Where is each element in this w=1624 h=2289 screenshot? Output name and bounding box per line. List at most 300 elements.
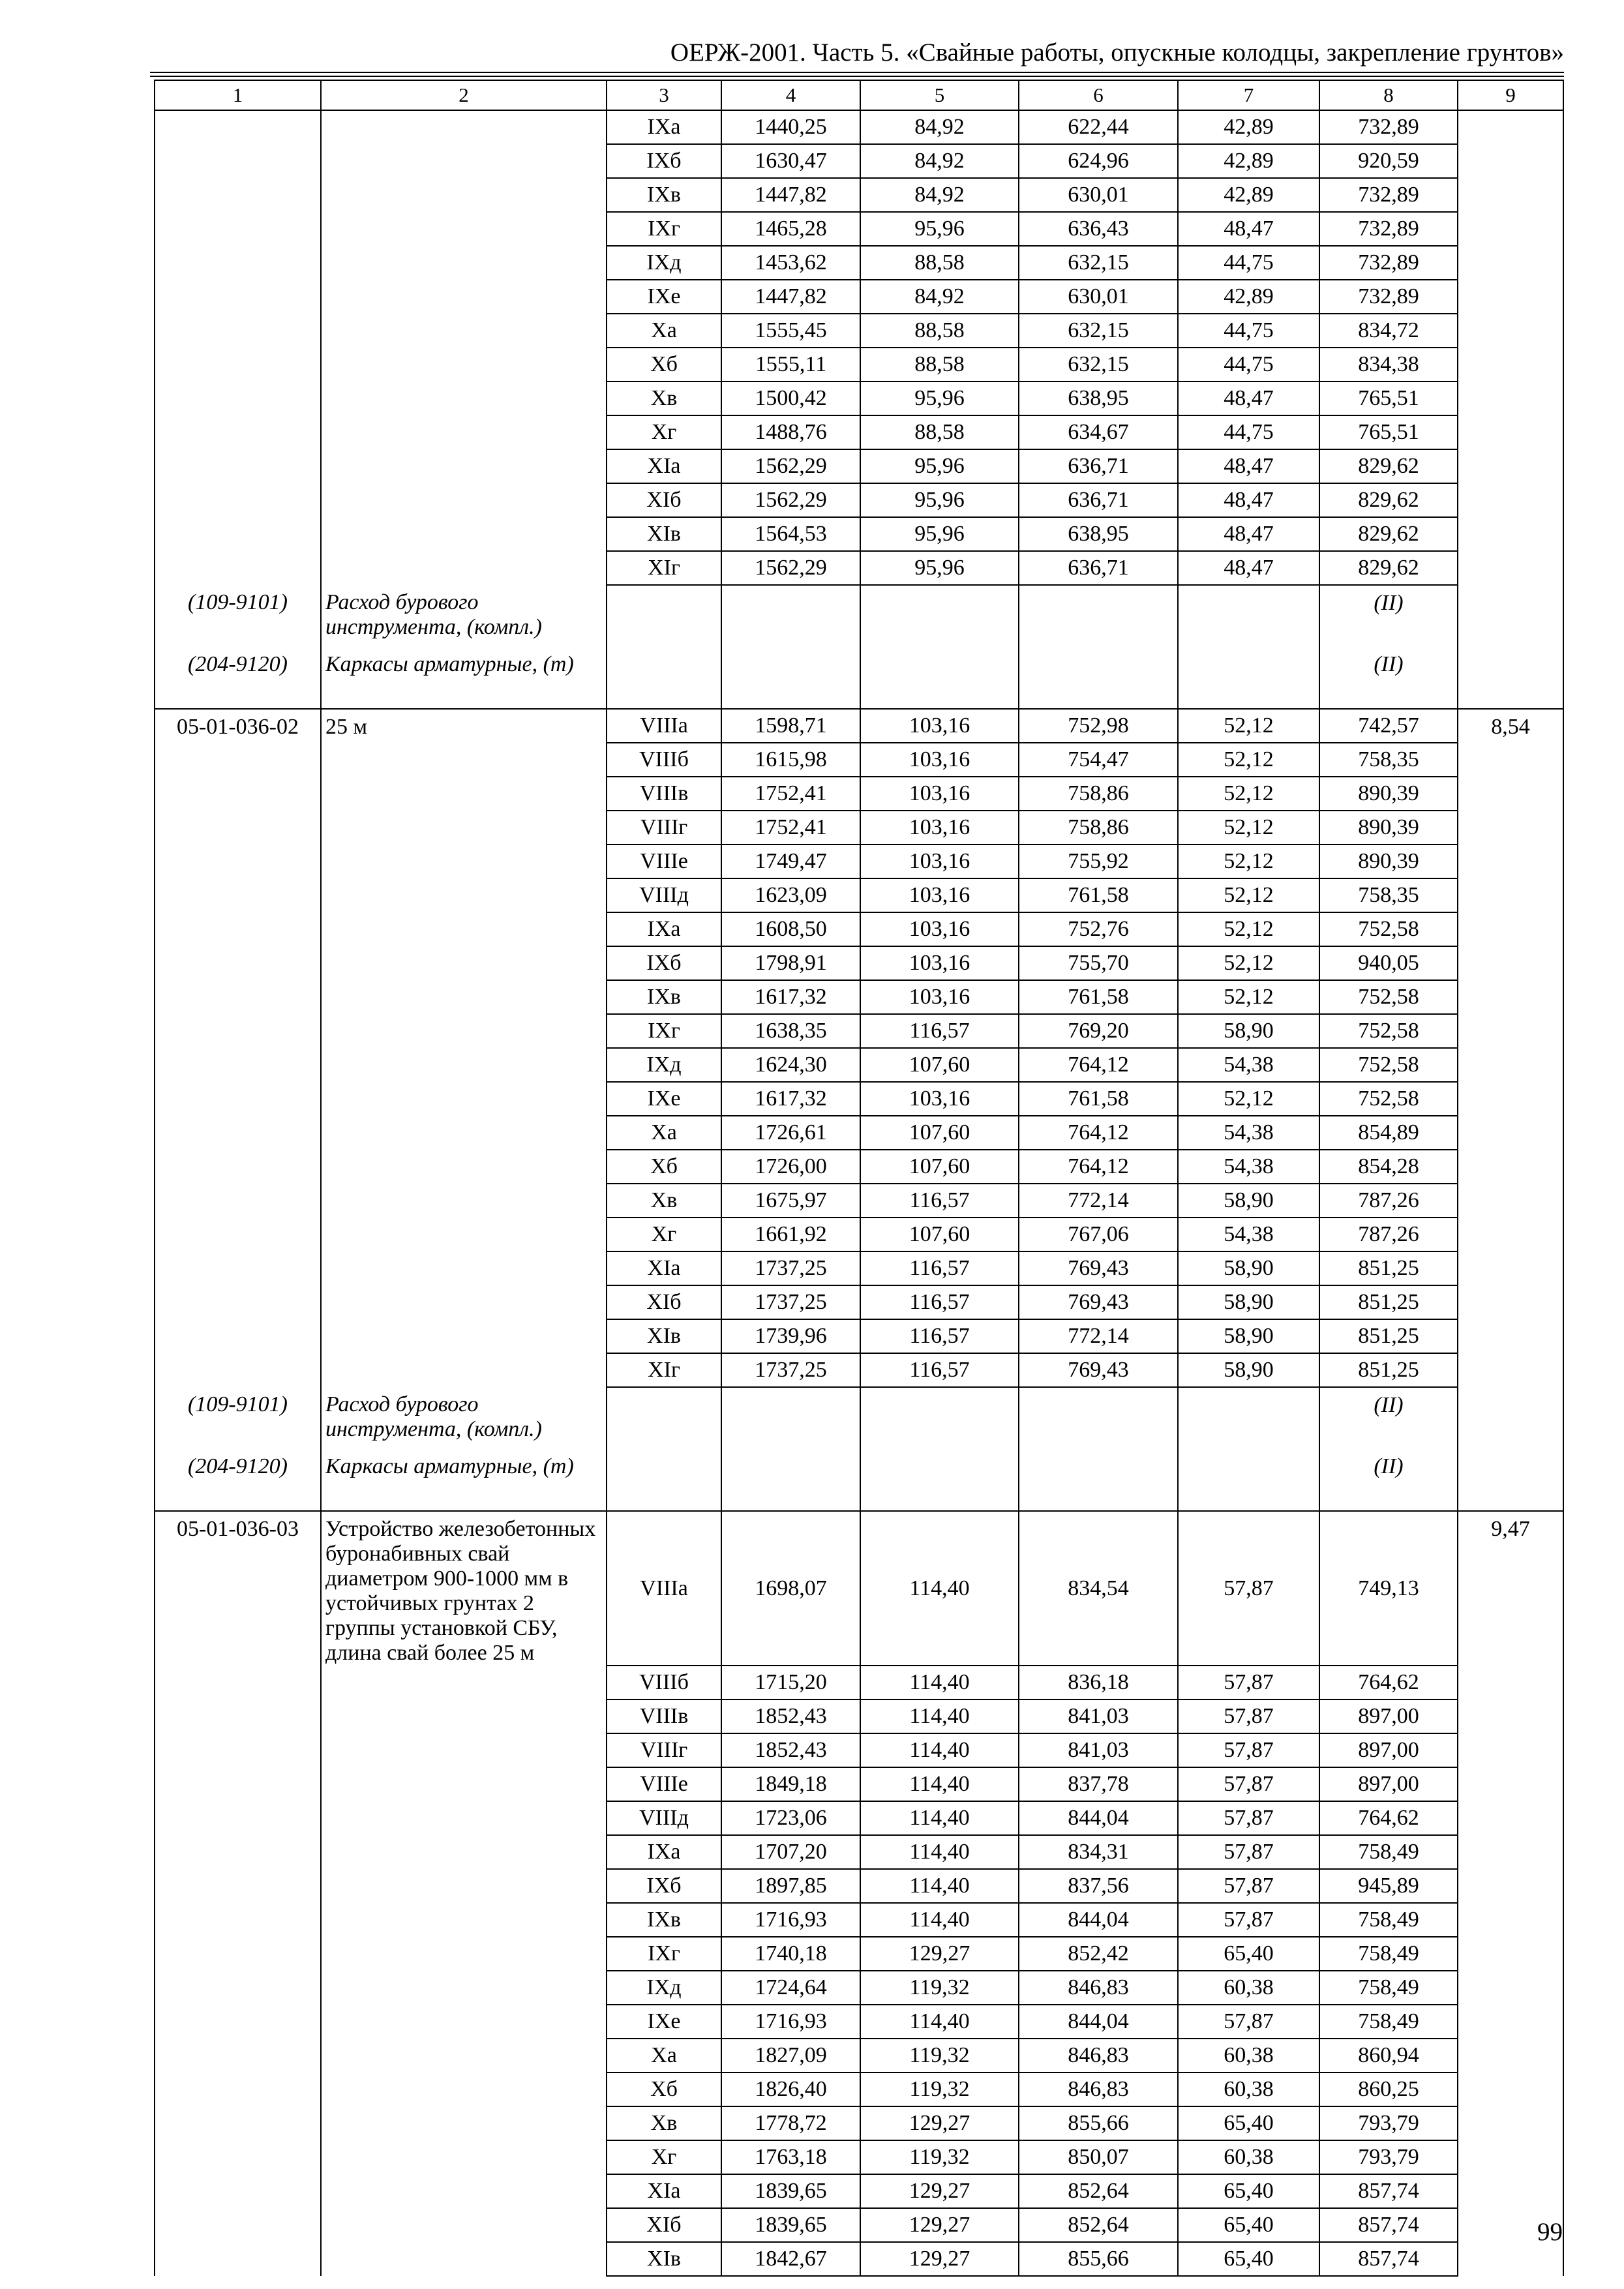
value-cell: 58,90: [1178, 1319, 1319, 1353]
empty-cell: [1458, 1387, 1563, 1449]
work-name-cell: [321, 144, 607, 178]
work-name-cell: [321, 1048, 607, 1082]
value-cell: 829,62: [1319, 551, 1458, 585]
empty-cell: [1178, 647, 1319, 709]
rate-code-cell: [155, 415, 321, 449]
value-cell: 52,12: [1178, 743, 1319, 777]
column-number: 5: [860, 80, 1019, 110]
soil-group-cell: VIIIе: [607, 1767, 721, 1801]
value-cell: 732,89: [1319, 280, 1458, 314]
empty-cell: [1178, 585, 1319, 647]
col9-cell: [1458, 1285, 1563, 1319]
page-number: 99: [1537, 2218, 1563, 2246]
value-cell: 945,89: [1319, 1869, 1458, 1903]
col9-cell: [1458, 551, 1563, 585]
rate-code-cell: [155, 2005, 321, 2039]
soil-group-cell: IXб: [607, 1869, 721, 1903]
table-row: [155, 314, 1563, 348]
value-cell: 52,12: [1178, 1082, 1319, 1116]
soil-group-cell: XIа: [607, 2174, 721, 2208]
rate-code-cell: [155, 1937, 321, 1971]
value-cell: 119,32: [860, 2140, 1019, 2174]
table-row: [155, 1150, 1563, 1184]
value-cell: 103,16: [860, 878, 1019, 912]
soil-group-cell: VIIIа: [607, 709, 721, 743]
value-cell: 844,04: [1019, 2005, 1178, 2039]
value-cell: 1726,00: [721, 1150, 860, 1184]
value-cell: 95,96: [860, 449, 1019, 483]
rate-code-cell: [155, 144, 321, 178]
value-cell: 851,25: [1319, 1319, 1458, 1353]
soil-group-cell: VIIIв: [607, 1699, 721, 1733]
value-cell: 116,57: [860, 1285, 1019, 1319]
rate-code-cell: [155, 1666, 321, 1699]
value-cell: 1716,93: [721, 1903, 860, 1937]
col9-cell: [1458, 1353, 1563, 1387]
empty-cell: [1019, 1387, 1178, 1449]
col9-cell: [1458, 382, 1563, 415]
value-cell: 758,35: [1319, 743, 1458, 777]
value-cell: 116,57: [860, 1319, 1019, 1353]
work-name-cell: [321, 1353, 607, 1387]
value-cell: 1617,32: [721, 980, 860, 1014]
header-rule-top: [150, 72, 1564, 73]
value-cell: 758,35: [1319, 878, 1458, 912]
value-cell: 58,90: [1178, 1285, 1319, 1319]
soil-group-cell: Xа: [607, 1116, 721, 1150]
table-row: [155, 811, 1563, 845]
value-cell: 57,87: [1178, 1801, 1319, 1835]
col9-cell: [1458, 1082, 1563, 1116]
table-row: [155, 1353, 1563, 1387]
value-cell: 1839,65: [721, 2174, 860, 2208]
table-row: [155, 1699, 1563, 1733]
value-cell: 793,79: [1319, 2106, 1458, 2140]
empty-cell: [860, 1449, 1019, 1511]
rate-code-cell: [155, 1184, 321, 1218]
soil-group-cell: XIа: [607, 1251, 721, 1285]
soil-group-cell: IXа: [607, 912, 721, 946]
empty-cell: [607, 647, 721, 709]
rate-code-cell: [155, 449, 321, 483]
resource-code-cell: (109-9101): [155, 585, 321, 647]
empty-cell: [1019, 585, 1178, 647]
value-cell: 897,00: [1319, 1699, 1458, 1733]
work-name-cell: [321, 1150, 607, 1184]
rate-code-cell: [155, 743, 321, 777]
soil-group-cell: IXд: [607, 1971, 721, 2005]
soil-group-cell: Xб: [607, 348, 721, 382]
value-cell: 1564,53: [721, 517, 860, 551]
work-name-cell: [321, 314, 607, 348]
table-row: [155, 1733, 1563, 1767]
value-cell: 1740,18: [721, 1937, 860, 1971]
value-cell: 1749,47: [721, 845, 860, 878]
value-cell: 58,90: [1178, 1251, 1319, 1285]
value-cell: 1752,41: [721, 811, 860, 845]
col9-cell: [1458, 212, 1563, 246]
value-cell: 88,58: [860, 246, 1019, 280]
value-cell: 1447,82: [721, 178, 860, 212]
value-cell: 636,71: [1019, 449, 1178, 483]
value-cell: 755,92: [1019, 845, 1178, 878]
col9-cell: 8,54: [1458, 709, 1563, 743]
value-cell: 54,38: [1178, 1150, 1319, 1184]
work-name-cell: [321, 878, 607, 912]
value-cell: 787,26: [1319, 1218, 1458, 1251]
value-cell: 54,38: [1178, 1218, 1319, 1251]
value-cell: 1852,43: [721, 1733, 860, 1767]
soil-group-cell: VIIIг: [607, 1733, 721, 1767]
col9-cell: [1458, 1971, 1563, 2005]
value-cell: 890,39: [1319, 777, 1458, 811]
value-cell: 1737,25: [721, 1353, 860, 1387]
value-cell: 630,01: [1019, 280, 1178, 314]
value-cell: 48,47: [1178, 551, 1319, 585]
value-cell: 1465,28: [721, 212, 860, 246]
col9-cell: [1458, 314, 1563, 348]
soil-group-cell: Xв: [607, 1184, 721, 1218]
value-cell: 841,03: [1019, 1733, 1178, 1767]
rate-code-cell: [155, 946, 321, 980]
rate-code-cell: [155, 483, 321, 517]
work-name-cell: [321, 1733, 607, 1767]
value-cell: 1488,76: [721, 415, 860, 449]
table-row: [155, 2242, 1563, 2276]
col9-cell: [1458, 1150, 1563, 1184]
value-cell: 44,75: [1178, 314, 1319, 348]
rate-code-cell: [155, 246, 321, 280]
value-cell: 758,49: [1319, 1835, 1458, 1869]
empty-cell: [721, 1387, 860, 1449]
value-cell: 52,12: [1178, 709, 1319, 743]
table-row: [155, 845, 1563, 878]
rate-code-cell: [155, 980, 321, 1014]
value-cell: 52,12: [1178, 946, 1319, 980]
value-cell: 65,40: [1178, 2174, 1319, 2208]
value-cell: 787,26: [1319, 1184, 1458, 1218]
value-cell: 107,60: [860, 1218, 1019, 1251]
value-cell: 1698,07: [721, 1511, 860, 1666]
soil-group-cell: Xг: [607, 1218, 721, 1251]
rate-code-cell: [155, 1767, 321, 1801]
value-cell: 764,62: [1319, 1666, 1458, 1699]
value-cell: 44,75: [1178, 415, 1319, 449]
table-row: [155, 1082, 1563, 1116]
col9-cell: [1458, 1835, 1563, 1869]
value-cell: 857,74: [1319, 2174, 1458, 2208]
value-cell: 95,96: [860, 551, 1019, 585]
value-cell: 860,25: [1319, 2072, 1458, 2106]
value-cell: 857,74: [1319, 2242, 1458, 2276]
table-row: [155, 1767, 1563, 1801]
value-cell: 107,60: [860, 1116, 1019, 1150]
value-cell: 103,16: [860, 777, 1019, 811]
rate-code-cell: [155, 2072, 321, 2106]
value-cell: 1778,72: [721, 2106, 860, 2140]
work-name-cell: [321, 348, 607, 382]
value-cell: 95,96: [860, 483, 1019, 517]
value-cell: 767,06: [1019, 1218, 1178, 1251]
col9-cell: [1458, 1699, 1563, 1733]
value-cell: 48,47: [1178, 449, 1319, 483]
table-row: [155, 1319, 1563, 1353]
table-row: [155, 878, 1563, 912]
soil-group-cell: Xг: [607, 2140, 721, 2174]
value-cell: 1562,29: [721, 483, 860, 517]
table-row: [155, 1903, 1563, 1937]
value-cell: 764,12: [1019, 1116, 1178, 1150]
value-cell: 114,40: [860, 1801, 1019, 1835]
value-cell: 1849,18: [721, 1767, 860, 1801]
rate-code-cell: [155, 1699, 321, 1733]
work-name-cell: [321, 1767, 607, 1801]
column-number: 4: [721, 80, 860, 110]
value-cell: 855,66: [1019, 2242, 1178, 2276]
rate-code-cell: [155, 2039, 321, 2072]
value-cell: 107,60: [860, 1150, 1019, 1184]
value-cell: 844,04: [1019, 1801, 1178, 1835]
table-row: [155, 382, 1563, 415]
resource-code-cell: (109-9101): [155, 1387, 321, 1449]
value-cell: 60,38: [1178, 2140, 1319, 2174]
value-cell: 1608,50: [721, 912, 860, 946]
column-number: 3: [607, 80, 721, 110]
col9-cell: [1458, 110, 1563, 144]
table-row: [155, 1285, 1563, 1319]
table-row: [155, 1869, 1563, 1903]
value-cell: 114,40: [860, 1733, 1019, 1767]
rate-code-cell: [155, 811, 321, 845]
value-cell: 857,74: [1319, 2208, 1458, 2242]
rate-code-cell: [155, 551, 321, 585]
empty-cell: [607, 1387, 721, 1449]
rate-code-cell: [155, 878, 321, 912]
value-cell: 890,39: [1319, 811, 1458, 845]
resource-name-cell: Каркасы арматурные, (т): [321, 647, 607, 709]
value-cell: 44,75: [1178, 246, 1319, 280]
value-cell: 1763,18: [721, 2140, 860, 2174]
soil-group-cell: IXг: [607, 1014, 721, 1048]
soil-group-cell: VIIIв: [607, 777, 721, 811]
work-name-cell: [321, 1869, 607, 1903]
value-cell: 88,58: [860, 314, 1019, 348]
value-cell: 103,16: [860, 743, 1019, 777]
work-name-cell: [321, 2140, 607, 2174]
value-cell: 65,40: [1178, 1937, 1319, 1971]
value-cell: 58,90: [1178, 1014, 1319, 1048]
value-cell: 855,66: [1019, 2106, 1178, 2140]
empty-cell: [607, 1449, 721, 1511]
value-cell: 1852,43: [721, 1699, 860, 1733]
value-cell: 65,40: [1178, 2208, 1319, 2242]
resource-row: [155, 647, 1563, 709]
col9-cell: [1458, 1251, 1563, 1285]
soil-group-cell: Xг: [607, 415, 721, 449]
table-row: [155, 280, 1563, 314]
col9-cell: [1458, 811, 1563, 845]
soil-group-cell: IXа: [607, 110, 721, 144]
resource-code-cell: (204-9120): [155, 1449, 321, 1511]
value-cell: 1555,11: [721, 348, 860, 382]
work-name-cell: [321, 1937, 607, 1971]
column-number: 7: [1178, 80, 1319, 110]
col9-cell: [1458, 517, 1563, 551]
column-number: 6: [1019, 80, 1178, 110]
value-cell: 1716,93: [721, 2005, 860, 2039]
table-row: [155, 110, 1563, 144]
col9-cell: [1458, 777, 1563, 811]
empty-cell: [1019, 1449, 1178, 1511]
col9-cell: [1458, 912, 1563, 946]
value-cell: 834,31: [1019, 1835, 1178, 1869]
soil-group-cell: XIг: [607, 551, 721, 585]
value-cell: 48,47: [1178, 212, 1319, 246]
value-cell: 103,16: [860, 980, 1019, 1014]
value-cell: 754,47: [1019, 743, 1178, 777]
value-cell: 48,47: [1178, 382, 1319, 415]
work-name-cell: Устройство железобетонных буронабивных свай диаметром 900-1000 мм в устойчивых грунтах 2 группы установкой СБУ, длина свай более 25 м: [321, 1511, 607, 1666]
empty-cell: [721, 647, 860, 709]
rate-code-cell: 05-01-036-02: [155, 709, 321, 743]
work-name-cell: [321, 2106, 607, 2140]
rate-code-cell: [155, 212, 321, 246]
table-row: [155, 1801, 1563, 1835]
value-cell: 1562,29: [721, 449, 860, 483]
value-cell: 57,87: [1178, 1666, 1319, 1699]
resource-col8-cell: (II): [1319, 585, 1458, 647]
value-cell: 1739,96: [721, 1319, 860, 1353]
value-cell: 114,40: [860, 1511, 1019, 1666]
col9-cell: [1458, 2140, 1563, 2174]
col9-cell: [1458, 980, 1563, 1014]
value-cell: 749,13: [1319, 1511, 1458, 1666]
resource-code-cell: (204-9120): [155, 647, 321, 709]
table-row: [155, 1048, 1563, 1082]
col9-cell: [1458, 1903, 1563, 1937]
empty-cell: [721, 585, 860, 647]
value-cell: 44,75: [1178, 348, 1319, 382]
value-cell: 851,25: [1319, 1285, 1458, 1319]
rate-code-cell: [155, 382, 321, 415]
work-name-cell: [321, 1251, 607, 1285]
value-cell: 1723,06: [721, 1801, 860, 1835]
work-name-cell: [321, 1218, 607, 1251]
value-cell: 60,38: [1178, 1971, 1319, 2005]
value-cell: 834,54: [1019, 1511, 1178, 1666]
soil-group-cell: IXд: [607, 1048, 721, 1082]
value-cell: 1623,09: [721, 878, 860, 912]
column-number: 2: [321, 80, 607, 110]
value-cell: 772,14: [1019, 1319, 1178, 1353]
value-cell: 764,62: [1319, 1801, 1458, 1835]
work-name-cell: [321, 1971, 607, 2005]
value-cell: 1555,45: [721, 314, 860, 348]
value-cell: 624,96: [1019, 144, 1178, 178]
value-cell: 837,56: [1019, 1869, 1178, 1903]
resource-name-cell: Расход бурового инструмента, (компл.): [321, 585, 607, 647]
value-cell: 1661,92: [721, 1218, 860, 1251]
work-name-cell: [321, 110, 607, 144]
value-cell: 1440,25: [721, 110, 860, 144]
work-name-cell: [321, 2174, 607, 2208]
table-row: [155, 2005, 1563, 2039]
empty-cell: [1178, 1387, 1319, 1449]
value-cell: 622,44: [1019, 110, 1178, 144]
value-cell: 1453,62: [721, 246, 860, 280]
empty-cell: [860, 647, 1019, 709]
value-cell: 84,92: [860, 144, 1019, 178]
value-cell: 1630,47: [721, 144, 860, 178]
soil-group-cell: XIа: [607, 449, 721, 483]
resource-col8-cell: (II): [1319, 1387, 1458, 1449]
resource-name-cell: Каркасы арматурные, (т): [321, 1449, 607, 1511]
value-cell: 632,15: [1019, 348, 1178, 382]
value-cell: 103,16: [860, 709, 1019, 743]
value-cell: 52,12: [1178, 878, 1319, 912]
work-name-cell: [321, 777, 607, 811]
value-cell: 834,38: [1319, 348, 1458, 382]
value-cell: 890,39: [1319, 845, 1458, 878]
work-name-cell: [321, 1082, 607, 1116]
col9-cell: [1458, 415, 1563, 449]
work-name-cell: [321, 1801, 607, 1835]
value-cell: 1726,61: [721, 1116, 860, 1150]
rate-code-cell: [155, 845, 321, 878]
soil-group-cell: Xб: [607, 2072, 721, 2106]
col9-cell: [1458, 144, 1563, 178]
work-name-cell: [321, 246, 607, 280]
rate-code-cell: [155, 314, 321, 348]
soil-group-cell: VIIIд: [607, 1801, 721, 1835]
rate-code-cell: [155, 1014, 321, 1048]
value-cell: 850,07: [1019, 2140, 1178, 2174]
value-cell: 844,04: [1019, 1903, 1178, 1937]
col9-cell: [1458, 2106, 1563, 2140]
col9-cell: [1458, 1184, 1563, 1218]
table-row: [155, 1184, 1563, 1218]
soil-group-cell: VIIIг: [607, 811, 721, 845]
value-cell: 758,49: [1319, 1903, 1458, 1937]
rate-code-cell: [155, 1835, 321, 1869]
col9-cell: [1458, 1869, 1563, 1903]
table-row: [155, 2039, 1563, 2072]
value-cell: 1737,25: [721, 1285, 860, 1319]
value-cell: 114,40: [860, 1666, 1019, 1699]
value-cell: 846,83: [1019, 1971, 1178, 2005]
soil-group-cell: IXе: [607, 1082, 721, 1116]
value-cell: 84,92: [860, 178, 1019, 212]
table-row: [155, 449, 1563, 483]
soil-group-cell: IXб: [607, 144, 721, 178]
value-cell: 860,94: [1319, 2039, 1458, 2072]
value-cell: 1752,41: [721, 777, 860, 811]
soil-group-cell: Xб: [607, 1150, 721, 1184]
value-cell: 632,15: [1019, 246, 1178, 280]
empty-cell: [860, 585, 1019, 647]
value-cell: 758,49: [1319, 1971, 1458, 2005]
work-name-cell: [321, 912, 607, 946]
soil-group-cell: IXг: [607, 212, 721, 246]
value-cell: 632,15: [1019, 314, 1178, 348]
value-cell: 57,87: [1178, 1835, 1319, 1869]
table-row: [155, 2174, 1563, 2208]
table-row: [155, 2140, 1563, 2174]
value-cell: 636,71: [1019, 551, 1178, 585]
table-row: [155, 2072, 1563, 2106]
col9-cell: [1458, 2072, 1563, 2106]
value-cell: 1842,67: [721, 2242, 860, 2276]
